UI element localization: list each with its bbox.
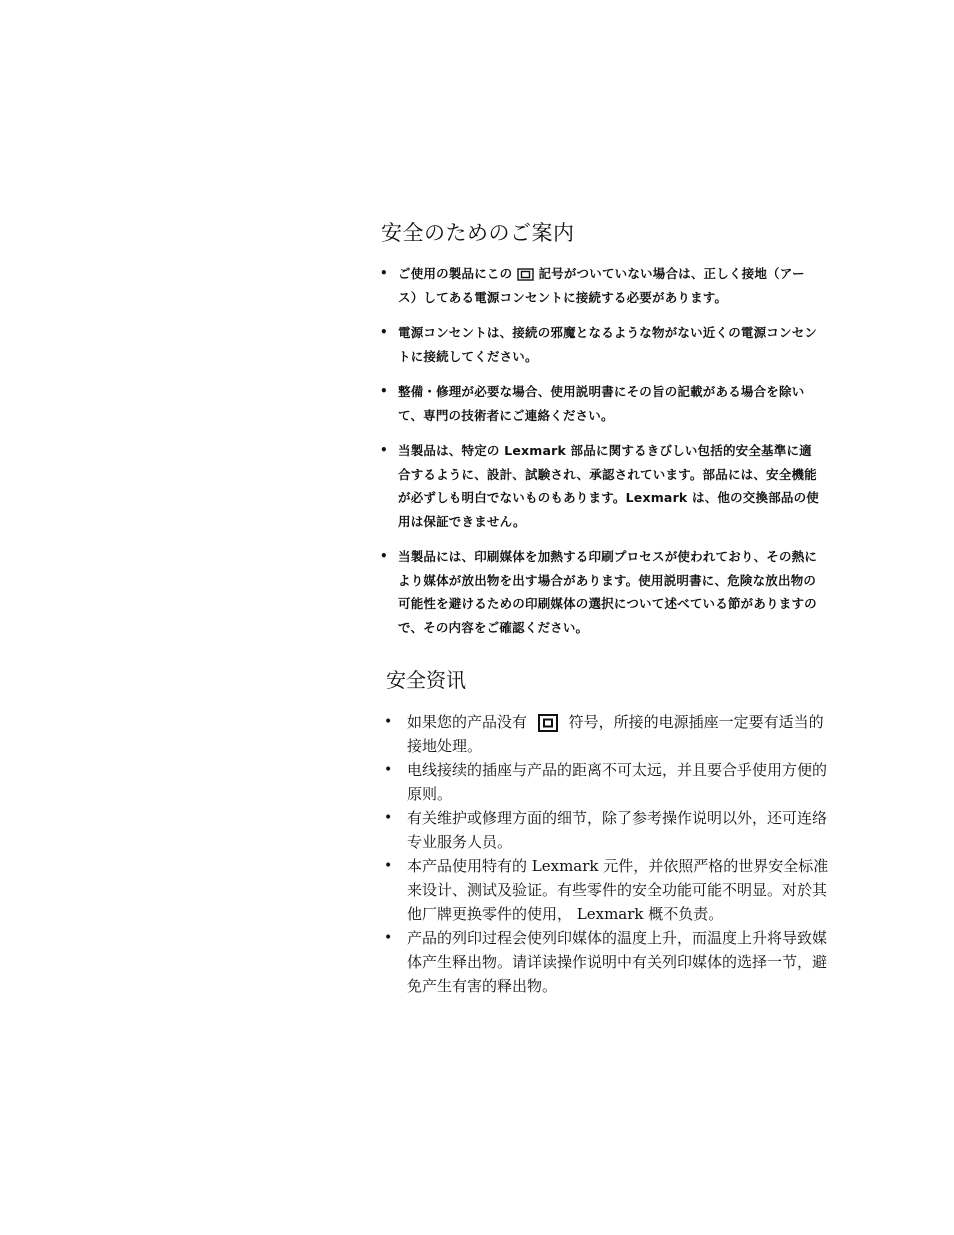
- list-item: [378, 758, 838, 806]
- bullet: •: [384, 810, 393, 826]
- item-text-pre: ご使用の製品にこの: [398, 266, 513, 281]
- item-text-post: 記号がついていない場合は、正しく接地（アース）してある電源コンセントに接続する必要があります。: [398, 266, 805, 305]
- chinese-safety-list: [378, 710, 838, 998]
- item-text: [398, 262, 823, 309]
- bullet: •: [384, 762, 393, 778]
- list-item: [378, 545, 838, 639]
- chinese-safety-section: [378, 666, 838, 998]
- item-text: 当製品は、特定の Lexmark 部品に関するきびしい包括的安全基準に適合するように、設計、試験され、承認されています。部品には、安全機能が必ずしも明白でないものもあります。Lexmark は、他の交換部品の使用は保証できません。: [398, 443, 819, 529]
- japanese-safety-list: [378, 262, 838, 639]
- bullet: •: [384, 930, 393, 946]
- item-text-pre: 如果您的产品没有: [407, 713, 528, 731]
- item-text: 产品的列印过程会使列印媒体的温度上升，而温度上升将导致媒体产生释出物。请详读操作说明中有关列印媒体的选择一节，避免产生有害的释出物。: [407, 929, 828, 995]
- japanese-heading: 安全のためのご案内: [381, 221, 575, 245]
- bullet: •: [384, 714, 393, 730]
- item-text: 有关维护或修理方面的细节，除了参考操作说明以外，还可连络专业服务人员。: [407, 809, 828, 851]
- bullet: •: [384, 858, 393, 874]
- bullet: •: [380, 549, 388, 563]
- item-text: 当製品には、印刷媒体を加熱する印刷プロセスが使われており、その熱により媒体が放出物を出す場合があります。使用説明書に、危険な放出物の可能性を避けるための印刷媒体の選択について述べている節がありますので、その内容をご確認ください。: [398, 549, 818, 635]
- list-item: [378, 439, 838, 533]
- item-text: [407, 710, 837, 758]
- bullet: •: [380, 325, 388, 339]
- chinese-heading: 安全资讯: [386, 668, 466, 692]
- bullet: •: [380, 384, 388, 398]
- bullet: •: [380, 443, 388, 457]
- double-square-icon: [517, 268, 534, 281]
- list-item: [378, 710, 838, 758]
- bullet: •: [380, 266, 388, 280]
- japanese-safety-section: [378, 218, 838, 651]
- list-item: [378, 926, 838, 998]
- list-item: [378, 321, 838, 368]
- list-item: [378, 262, 838, 309]
- list-item: [378, 854, 838, 926]
- item-text: 本产品使用特有的 Lexmark 元件，并依照严格的世界安全标准来设计、测试及验证。有些零件的安全功能可能不明显。对於其他厂牌更换零件的使用， Lexmark 概不负责。: [407, 857, 829, 923]
- item-text-post: 符号，所接的电源插座一定要有适当的接地处理。: [407, 713, 824, 755]
- item-text: 整備・修理が必要な場合、使用説明書にその旨の記載がある場合を除いて、専門の技術者にご連絡ください。: [398, 384, 805, 423]
- item-text: 电线接续的插座与产品的距离不可太远，并且要合乎使用方便的原则。: [407, 761, 828, 803]
- double-square-icon: [538, 714, 558, 732]
- list-item: [378, 380, 838, 427]
- list-item: [378, 806, 838, 854]
- item-text: 電源コンセントは、接続の邪魔となるような物がない近くの電源コンセントに接続してください。: [398, 325, 818, 364]
